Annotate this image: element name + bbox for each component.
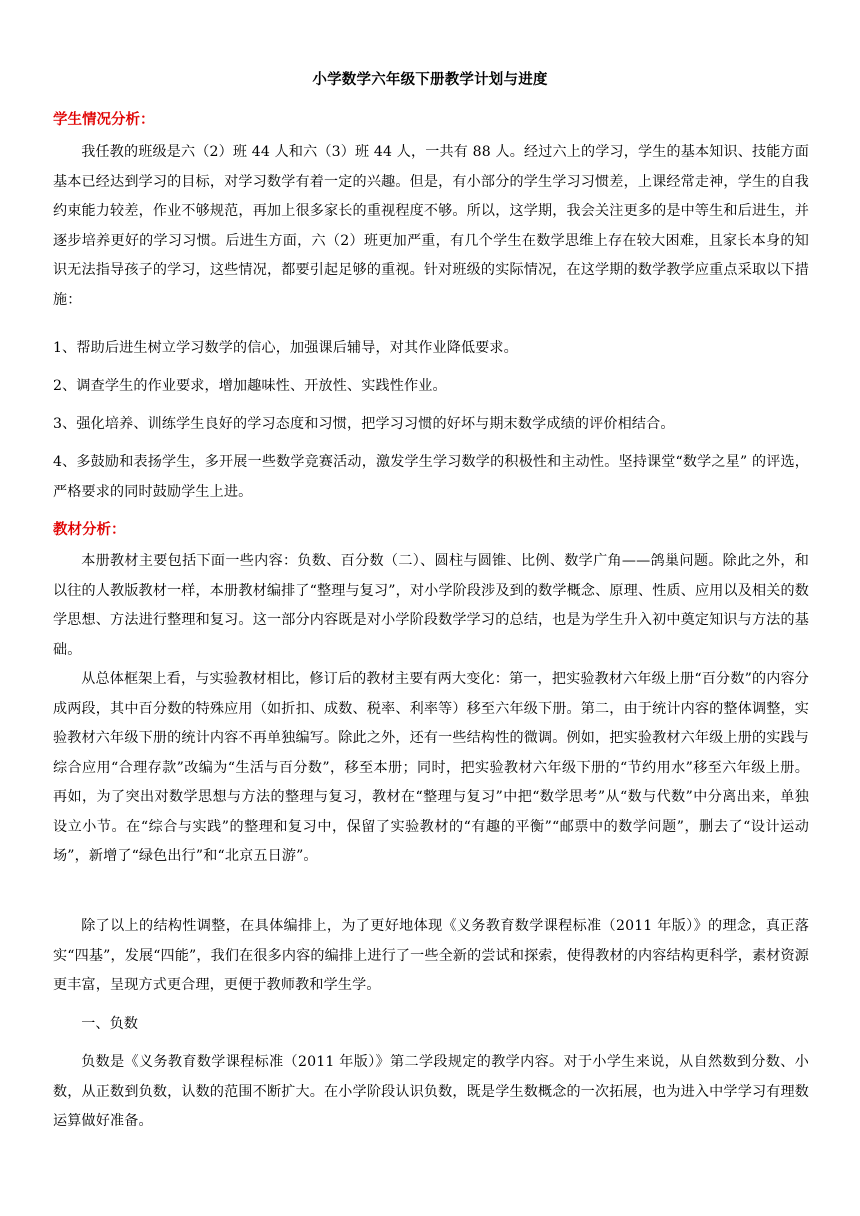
document-title: 小学数学六年级下册教学计划与进度 xyxy=(312,72,548,88)
textbook-content-paragraph: 本册教材主要包括下面一些内容：负数、百分数（二）、圆柱与圆锥、比例、数学广角——鸽巢问题。除此之外，和以往的人教版教材一样，本册教材编排了“整理与复习”，对小学阶段涉及到的数学概念、原理、性质、应用以及相关的数学思想、方法进行整理和复习。这一部分内容既是对小学阶段数学学习的总结，也是为学生升入初中奠定知识与方法的基础。 xyxy=(53,553,809,658)
measure-item-4: 4、多鼓励和表扬学生，多开展一些数学竞赛活动，激发学生学习数学的积极性和主动性。坚持课堂“数学之星” 的评选，严格要求的同时鼓励学生上进。 xyxy=(53,454,809,500)
negative-numbers-paragraph: 负数是《义务教育数学课程标准（2011 年版）》第二学段规定的教学内容。对于小学生来说，从自然数到分数、小数，从正数到负数，认数的范围不断扩大。在小学阶段认识负数，既是学生数概念的一次拓展，也为进入中学学习有理数运算做好准备。 xyxy=(53,1054,809,1129)
framework-changes-paragraph: 从总体框架上看，与实验教材相比，修订后的教材主要有两大变化：第一，把实验教材六年级上册“百分数”的内容分成两段，其中百分数的特殊应用（如折扣、成数、税率、利率等）移至六年级下册。第二，由于统计内容的整体调整，实验教材六年级下册的统计内容不再单独编写。除此之外，还有一些结构性的微调。例如，把实验教材六年级上册的实践与综合应用“合理存款”改编为“生活与百分数”，移至本册；同时，把实验教材六年级下册的“节约用水”移至六年级上册。再如，为了突出对数学思想与方法的整理与复习，教材在“整理与复习”中把“数学思考”从“数与代数”中分离出来，单独设立小节。在“综合与实践”的整理和复习中，保留了实验教材的“有趣的平衡”“邮票中的数学问题”，删去了“设计运动场”，新增了“绿色出行”和“北京五日游”。 xyxy=(53,671,809,864)
section-heading-student-analysis: 学生情况分析： xyxy=(53,112,155,128)
student-analysis-paragraph: 我任教的班级是六（2）班 44 人和六（3）班 44 人，一共有 88 人。经过六上的学习，学生的基本知识、技能方面基本已经达到学习的目标，对学习数学有着一定的兴趣。但是，有小部分的学生学习习惯差，上课经常走神，学生的自我约束能力较差，作业不够规范，再加上很多家长的重视程度不够。所以，这学期，我会关注更多的是中等生和后进生，并逐步培养更好的学习习惯。后进生方面，六（2）班更加严重，有几个学生在数学思维上存在较大困难，且家长本身的知识无法指导孩子的学习，这些情况，都要引起足够的重视。针对班级的实际情况，在这学期的数学教学应重点采取以下措施： xyxy=(53,144,809,308)
measure-item-1: 1、帮助后进生树立学习数学的信心，加强课后辅导，对其作业降低要求。 xyxy=(53,340,518,356)
section-heading-textbook-analysis: 教材分析： xyxy=(53,522,126,538)
measure-item-3: 3、强化培养、训练学生良好的学习态度和习惯，把学习习惯的好坏与期末数学成绩的评价相结合。 xyxy=(53,416,675,432)
subheading-negative-numbers: 一、负数 xyxy=(81,1016,139,1032)
measure-item-2: 2、调查学生的作业要求，增加趣味性、开放性、实践性作业。 xyxy=(53,378,447,394)
structural-adjustment-paragraph: 除了以上的结构性调整，在具体编排上，为了更好地体现《义务教育数学课程标准（2011 年版）》的理念，真正落实“四基”，发展“四能”，我们在很多内容的编排上进行了一些全新的尝试和探索，使得教材的内容结构更科学，素材资源更丰富，呈现方式更合理，更便于教师教和学生学。 xyxy=(53,918,809,993)
